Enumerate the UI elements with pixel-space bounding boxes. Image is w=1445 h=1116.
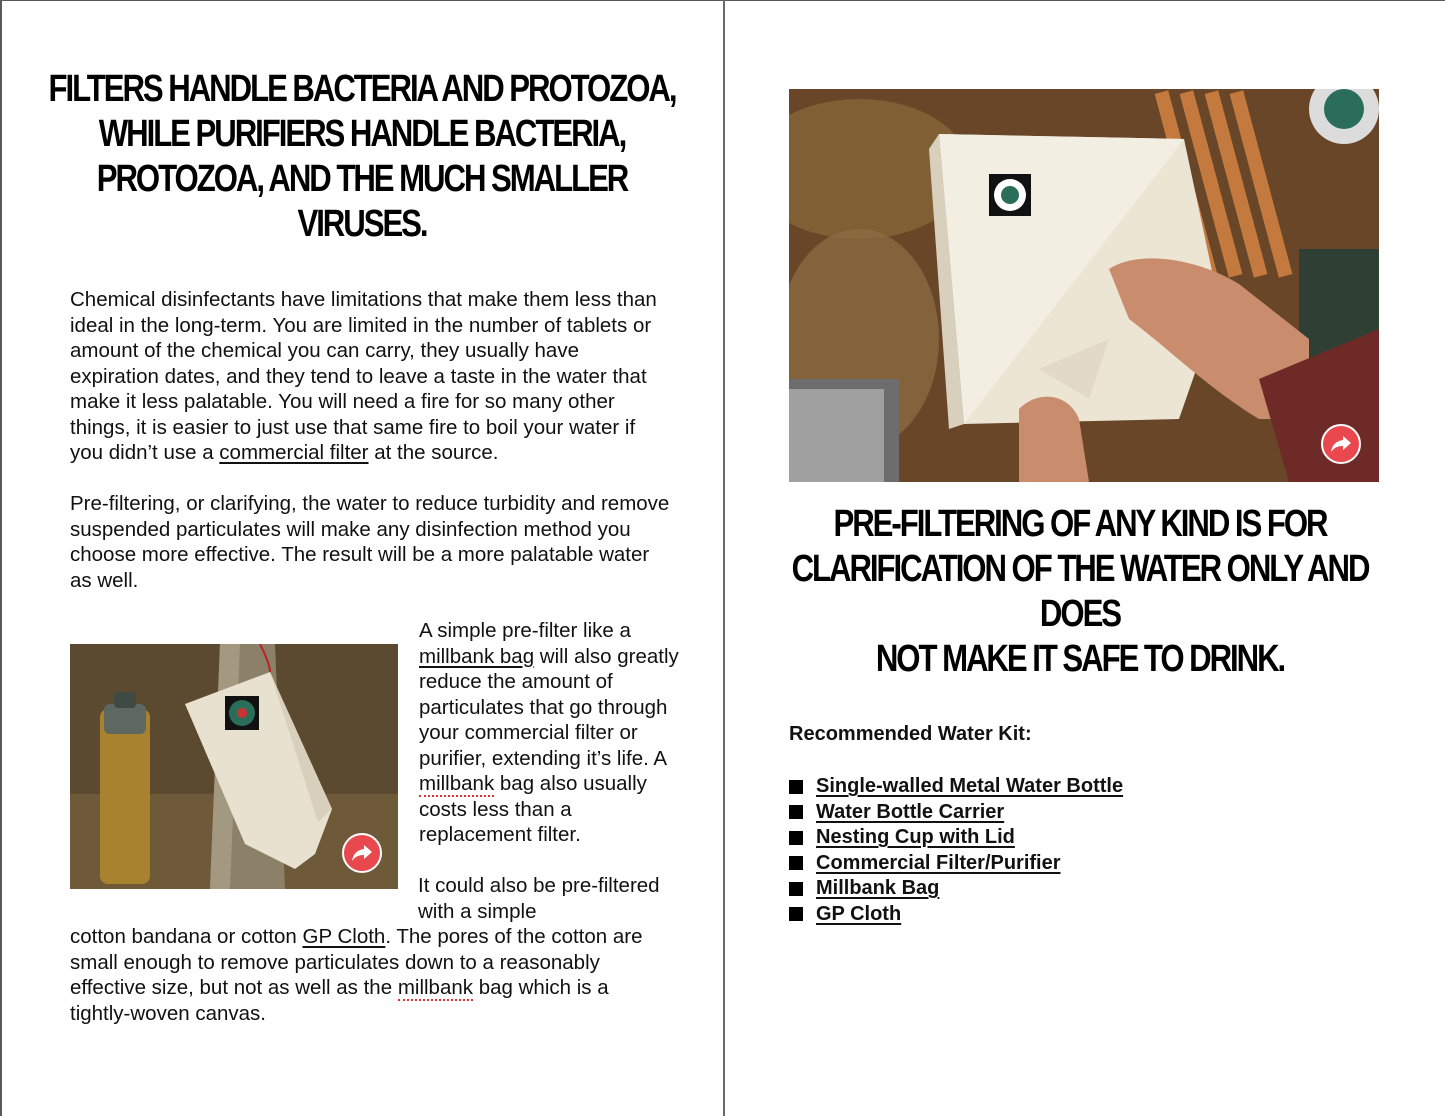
spellcheck-word: millbank <box>397 976 474 999</box>
text-run: bag also usually costs less than a replacement filter. <box>419 772 647 846</box>
list-item <box>789 825 1123 851</box>
text-run: Chemical disinfectants have limitations that make them less than ideal in the long-term. You are limited in the number of tablets or amount of the chemical you can carry, they usually have expiration dates, and they tend to leave a taste in the water that make it less palatable. You will need a fire for so many other things, it is easier to just use that same fire to boil your water if you didn’t use a <box>70 288 657 464</box>
gp-cloth-illustration <box>789 89 1379 482</box>
paragraph-millbank-bag <box>419 618 679 848</box>
kit-link-water-bottle-carrier[interactable]: Water Bottle Carrier <box>816 800 1005 823</box>
kit-link-millbank-bag[interactable]: Millbank Bag <box>816 877 940 900</box>
list-item <box>789 774 1123 800</box>
share-arrow-icon <box>351 844 373 862</box>
square-bullet-icon <box>789 831 803 845</box>
share-arrow-icon <box>1330 435 1352 453</box>
square-bullet-icon <box>789 907 803 921</box>
kit-title: Recommended Water Kit: <box>789 723 1032 745</box>
text-run: A simple pre-filter like a <box>419 619 631 642</box>
paragraph-cotton <box>70 924 670 1026</box>
headline-line: PROTOZOA, AND THE MUCH SMALLER VIRUSES. <box>96 158 628 245</box>
right-page <box>725 0 1445 1116</box>
headline-line: FILTERS HANDLE BACTERIA AND PROTOZOA, <box>48 68 676 110</box>
paragraph-cotton-side: It could also be pre-filtered with a simple <box>418 874 660 923</box>
text-run: . The pores of the cotton are small enough to remove particulates down to a reasonably effective size, but not as well as the <box>70 925 643 999</box>
paragraph-pre-filtering: Pre-filtering, or clarifying, the water to reduce turbidity and remove suspended particulates will make any disinfection method you choose more effective. The result will be a more palatable water as well. <box>70 492 670 592</box>
text-run: will also greatly reduce the amount of particulates that go through your commercial filter or purifier, extending it’s life. A <box>419 644 679 770</box>
kit-list <box>789 774 1123 927</box>
left-headline <box>42 67 682 247</box>
millbank-bag-link[interactable]: millbank bag <box>419 644 535 668</box>
square-bullet-icon <box>789 882 803 896</box>
headline-line: PRE-FILTERING OF ANY KIND IS FOR <box>833 503 1327 545</box>
text-run: at the source. <box>368 441 499 464</box>
square-bullet-icon <box>789 780 803 794</box>
square-bullet-icon <box>789 805 803 819</box>
gp-cloth-link[interactable]: GP Cloth <box>302 925 386 948</box>
kit-link-metal-water-bottle[interactable]: Single-walled Metal Water Bottle <box>816 775 1124 798</box>
headline-line: CLARIFICATION OF THE WATER ONLY AND DOES <box>791 548 1369 635</box>
square-bullet-icon <box>789 856 803 870</box>
list-item <box>789 876 1123 902</box>
share-button[interactable] <box>1321 424 1361 464</box>
paragraph-chemical-disinfectants <box>70 287 670 466</box>
text-run: cotton bandana or cotton <box>70 925 303 948</box>
list-item <box>789 902 1123 928</box>
gp-cloth-photo <box>789 89 1379 482</box>
millbank-bag-photo <box>70 644 398 889</box>
spellcheck-word: millbank <box>419 772 495 795</box>
text-run: bag which is a tightly-woven canvas. <box>70 976 609 1025</box>
kit-link-nesting-cup[interactable]: Nesting Cup with Lid <box>816 826 1015 849</box>
kit-link-gp-cloth[interactable]: GP Cloth <box>816 902 902 925</box>
commercial-filter-link[interactable]: commercial filter <box>219 441 369 464</box>
kit-link-commercial-filter[interactable]: Commercial Filter/Purifier <box>816 851 1061 874</box>
share-button[interactable] <box>342 833 382 873</box>
headline-line: WHILE PURIFIERS HANDLE BACTERIA, <box>98 113 626 155</box>
headline-line: NOT MAKE IT SAFE TO DRINK. <box>875 638 1285 680</box>
list-item <box>789 851 1123 877</box>
right-headline <box>756 502 1404 682</box>
list-item <box>789 800 1123 826</box>
